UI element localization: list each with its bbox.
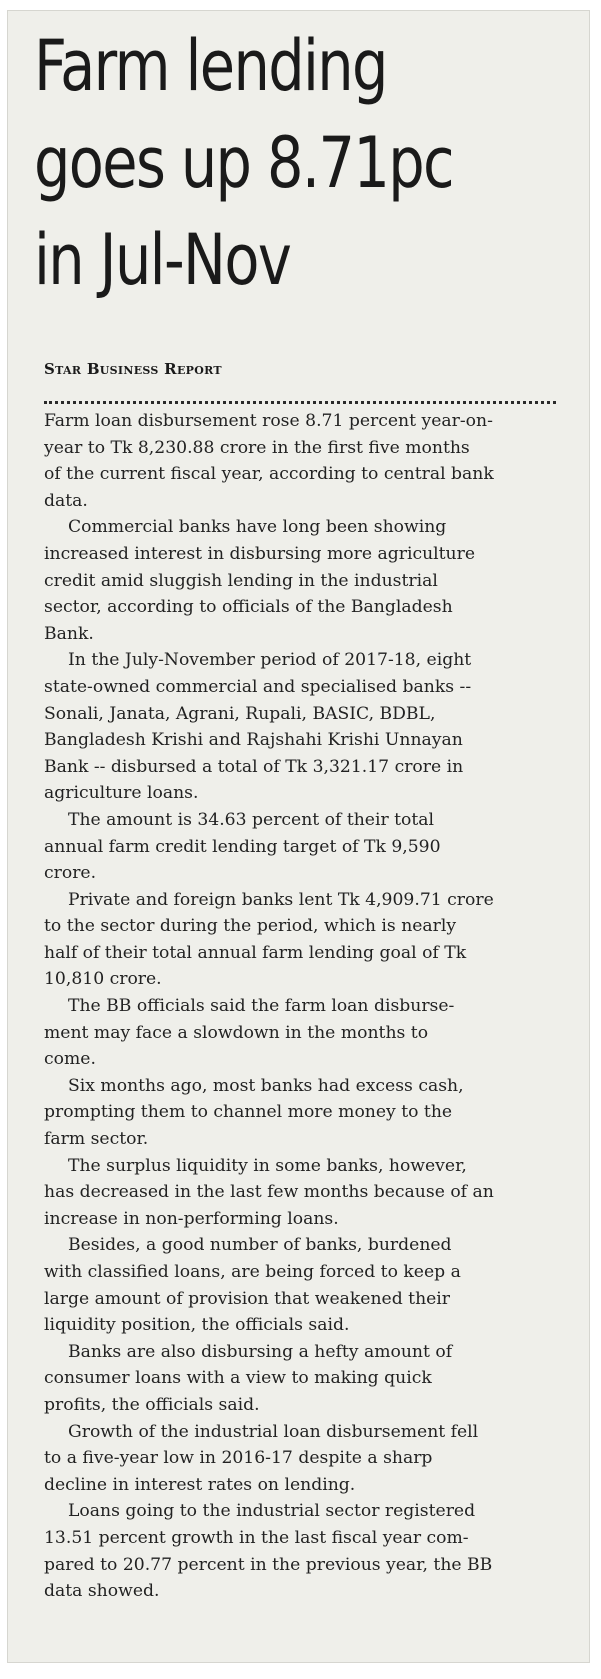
paragraph-line: Commercial banks have long been showing xyxy=(68,517,447,538)
paragraph-line: data. xyxy=(44,490,88,511)
paragraph-line: Bank -- disbursed a total of Tk 3,321.17 crore in xyxy=(44,756,464,777)
paragraph-line: to a five-year low in 2016-17 despite a sharp xyxy=(44,1448,433,1469)
paragraph-line: Bangladesh Krishi and Rajshahi Krishi Unnayan xyxy=(44,730,463,751)
paragraph-line: farm sector. xyxy=(44,1129,149,1150)
paragraph-line: sector, according to officials of the Bangladesh xyxy=(44,597,453,618)
article-paragraph xyxy=(44,514,584,647)
paragraph-line: The BB officials said the farm loan disburse- xyxy=(68,996,455,1017)
paragraph-line: large amount of provision that weakened their xyxy=(44,1288,451,1309)
article-paragraph xyxy=(44,1498,584,1604)
paragraph-line: Private and foreign banks lent Tk 4,909.71 crore xyxy=(68,889,494,910)
headline-line: Farm lending xyxy=(34,25,387,107)
paragraph-line: has decreased in the last few months because of an xyxy=(44,1182,494,1203)
paragraph-line: agriculture loans. xyxy=(44,783,199,804)
paragraph-line: Bank. xyxy=(44,623,94,644)
paragraph-line: The amount is 34.63 percent of their total xyxy=(68,809,435,830)
paragraph-line: profits, the officials said. xyxy=(44,1394,260,1415)
paragraph-line: half of their total annual farm lending goal of Tk xyxy=(44,942,467,963)
paragraph-line: data showed. xyxy=(44,1581,160,1602)
paragraph-line: to the sector during the period, which is nearly xyxy=(44,916,457,937)
article-paragraph xyxy=(44,887,584,993)
paragraph-line: crore. xyxy=(44,863,97,884)
paragraph-line: ment may face a slowdown in the months to xyxy=(44,1022,429,1043)
paragraph-line: decline in interest rates on lending. xyxy=(44,1474,356,1495)
paragraph-line: credit amid sluggish lending in the industrial xyxy=(44,570,438,591)
article-paragraph xyxy=(44,647,584,807)
paragraph-line: Sonali, Janata, Agrani, Rupali, BASIC, BDBL, xyxy=(44,703,436,724)
dotted-divider xyxy=(44,401,556,404)
article-paragraph xyxy=(44,807,584,887)
paragraph-line: annual farm credit lending target of Tk 9,590 xyxy=(44,836,441,857)
paragraph-line: prompting them to channel more money to the xyxy=(44,1102,453,1123)
headline-line: goes up 8.71pc xyxy=(34,122,453,204)
paragraph-line: liquidity position, the officials said. xyxy=(44,1315,350,1336)
paragraph-line: Banks are also disbursing a hefty amount of xyxy=(68,1341,453,1362)
paragraph-line: Six months ago, most banks had excess cash, xyxy=(68,1075,464,1096)
headline-line: in Jul-Nov xyxy=(34,219,291,301)
paragraph-line: In the July-November period of 2017-18, eight xyxy=(68,650,472,671)
article-paragraph xyxy=(44,1073,584,1153)
paragraph-line: Besides, a good number of banks, burdened xyxy=(68,1235,452,1256)
paragraph-line: pared to 20.77 percent in the previous year, the BB xyxy=(44,1554,493,1575)
paragraph-line: with classified loans, are being forced to keep a xyxy=(44,1262,461,1282)
paragraph-line: consumer loans with a view to making quick xyxy=(44,1368,432,1389)
article-paragraph xyxy=(44,1232,584,1338)
paragraph-line: 13.51 percent growth in the last fiscal year com- xyxy=(44,1527,469,1548)
paragraph-line: come. xyxy=(44,1049,96,1070)
article-paragraph xyxy=(44,1419,584,1499)
headline xyxy=(34,18,477,309)
paragraph-line: 10,810 crore. xyxy=(44,969,162,990)
byline: Star Business Report xyxy=(44,360,222,378)
article-paragraph xyxy=(44,1153,584,1233)
article-paragraph xyxy=(44,993,584,1073)
paragraph-line: increase in non-performing loans. xyxy=(44,1208,339,1229)
article-paragraph xyxy=(44,1339,584,1419)
article-body xyxy=(44,408,584,1605)
paragraph-line: Growth of the industrial loan disbursement fell xyxy=(68,1421,479,1442)
paragraph-line: Farm loan disbursement rose 8.71 percent year-on- xyxy=(44,411,493,431)
paragraph-line: year to Tk 8,230.88 crore in the first five months xyxy=(44,437,470,458)
paragraph-line: increased interest in disbursing more agriculture xyxy=(44,543,476,564)
paragraph-line: Loans going to the industrial sector registered xyxy=(68,1501,476,1522)
paragraph-line: The surplus liquidity in some banks, however, xyxy=(68,1155,467,1176)
paragraph-line: of the current fiscal year, according to central bank xyxy=(44,464,494,485)
paragraph-line: state-owned commercial and specialised banks -- xyxy=(44,676,472,697)
article-paragraph xyxy=(44,408,584,514)
